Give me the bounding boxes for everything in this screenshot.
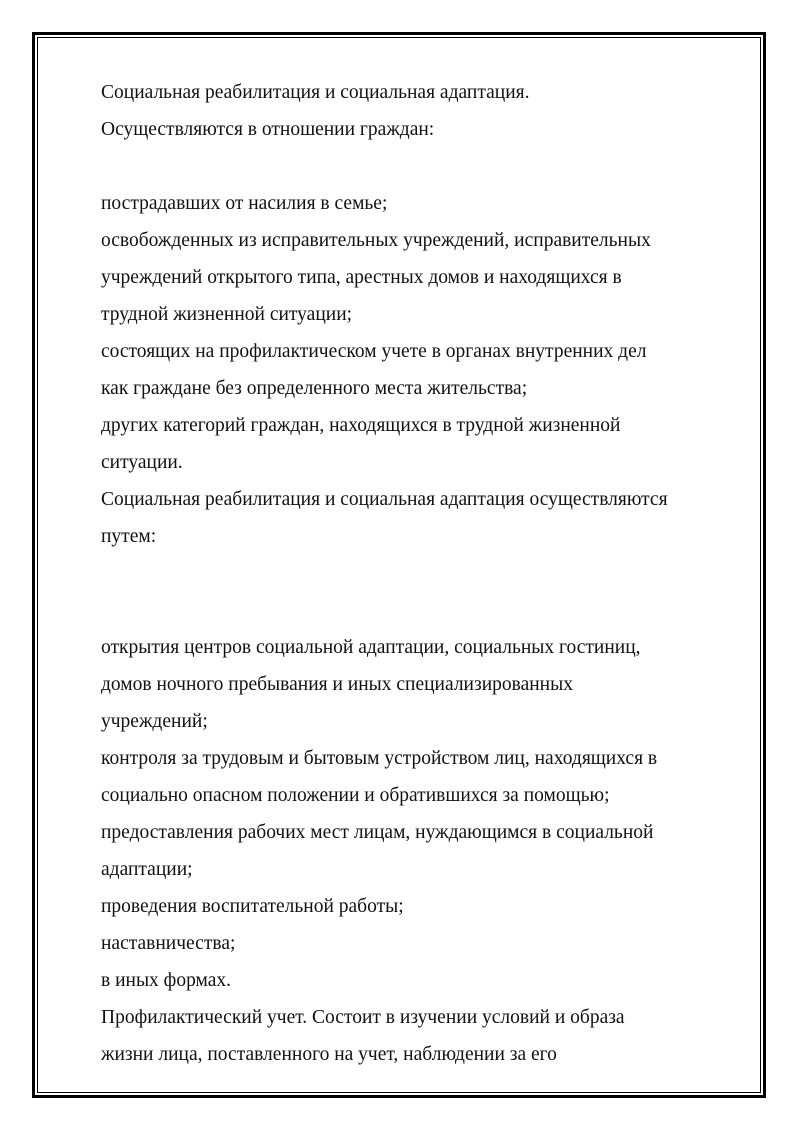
text-line: открытия центров социальной адаптации, социальных гостиниц, <box>101 637 641 658</box>
text-line: трудной жизненной ситуации; <box>101 304 353 325</box>
blank-line <box>101 555 741 592</box>
text-line: предоставления рабочих мест лицам, нуждающимся в социальной <box>101 822 654 843</box>
text-line: учреждений; <box>101 711 208 732</box>
text-line: освобожденных из исправительных учреждений, исправительных <box>101 230 651 251</box>
text-line: как граждане без определенного места жительства; <box>101 378 528 399</box>
text-line: домов ночного пребывания и иных специализированных <box>101 674 573 695</box>
blank-line <box>101 148 741 185</box>
text-line: ситуации. <box>101 452 183 473</box>
text-line: в иных формах. <box>101 970 232 991</box>
text-line: Профилактический учет. Состоит в изучении условий и образа <box>101 1007 625 1028</box>
text-line: путем: <box>101 526 157 547</box>
blank-line <box>101 592 741 629</box>
text-line: социально опасном положении и обратившихся за помощью; <box>101 785 610 806</box>
text-line: других категорий граждан, находящихся в трудной жизненной <box>101 415 621 436</box>
text-line: Социальная реабилитация и социальная адаптация. <box>101 82 530 103</box>
document-body <box>101 74 741 1073</box>
text-line: адаптации; <box>101 859 193 880</box>
text-line: пострадавших от насилия в семье; <box>101 193 388 214</box>
text-line: жизни лица, поставленного на учет, наблюдении за его <box>101 1044 557 1065</box>
text-line: наставничества; <box>101 933 236 954</box>
text-line: состоящих на профилактическом учете в органах внутренних дел <box>101 341 647 362</box>
text-line: проведения воспитательной работы; <box>101 896 404 917</box>
text-line: Осуществляются в отношении граждан: <box>101 119 435 140</box>
text-line: Социальная реабилитация и социальная адаптация осуществляются <box>101 489 668 510</box>
text-line: контроля за трудовым и бытовым устройством лиц, находящихся в <box>101 748 658 769</box>
text-line: учреждений открытого типа, арестных домов и находящихся в <box>101 267 622 288</box>
